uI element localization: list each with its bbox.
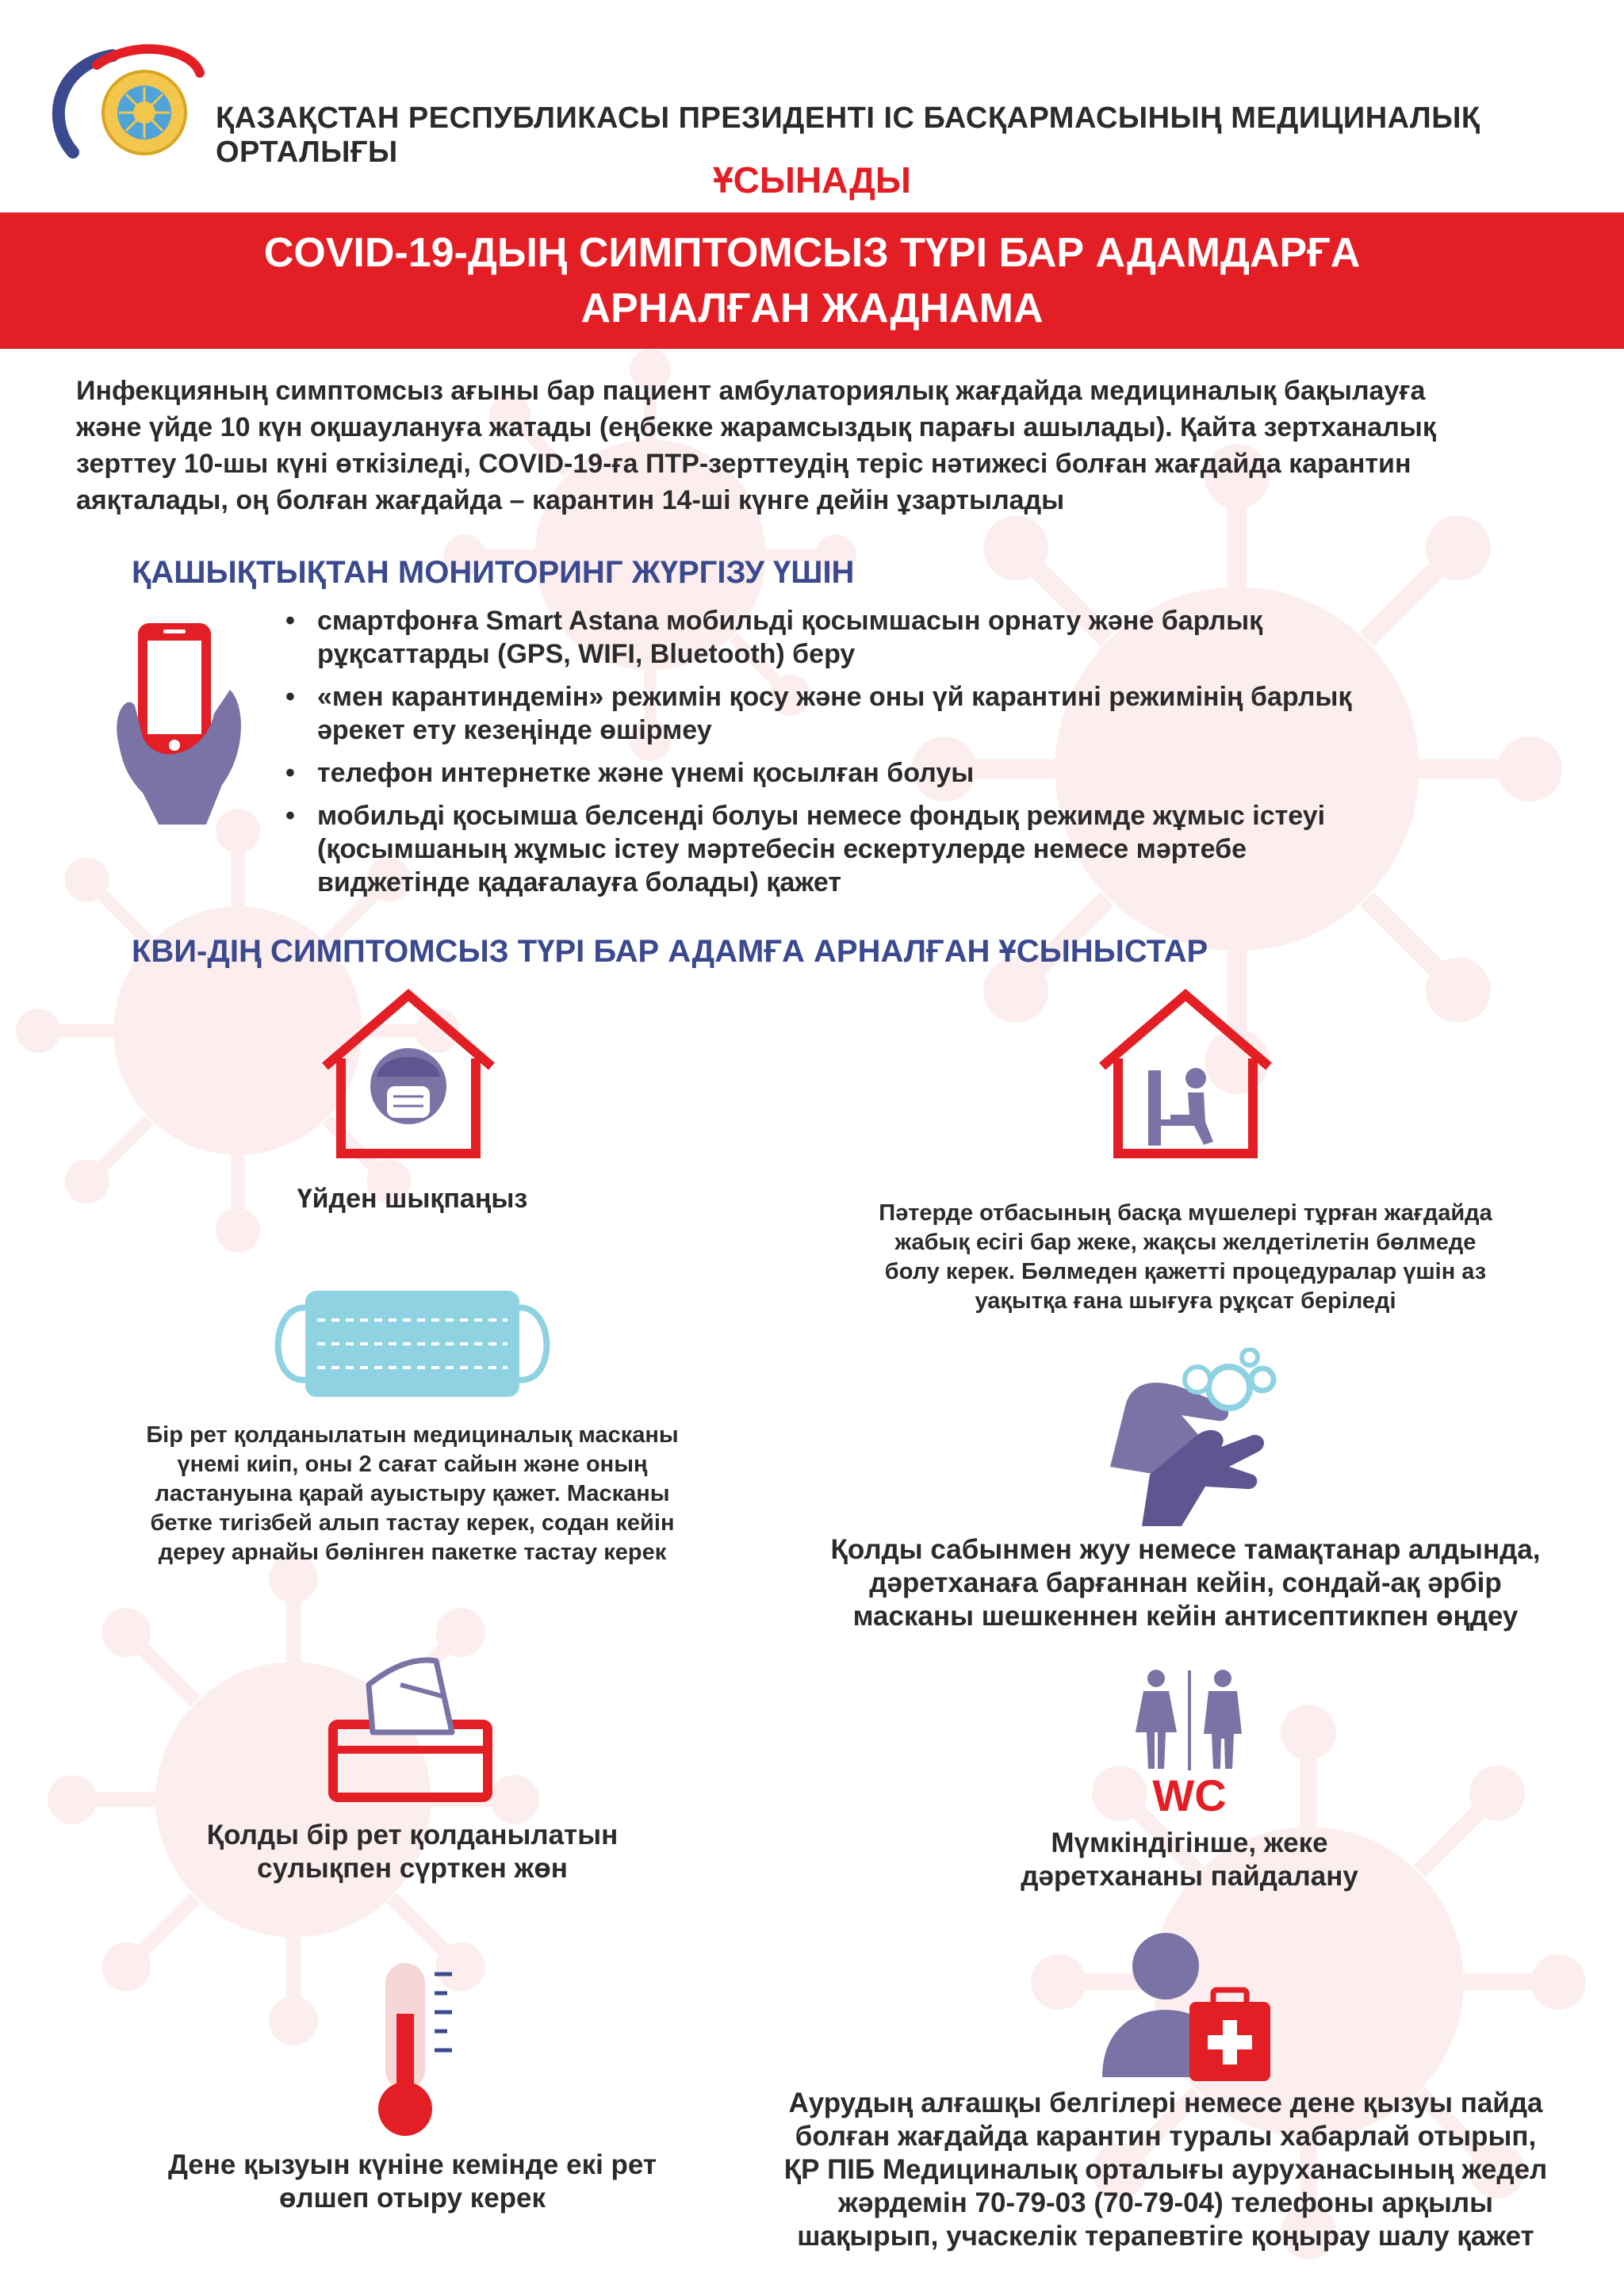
doctor-first-aid-icon — [1102, 1927, 1277, 2085]
hand-wash-icon — [1094, 1348, 1285, 1530]
caption-line: ҚР ПІБ Медициналық орталығы ауруханасының жедел — [783, 2154, 1548, 2185]
intro-paragraph — [76, 373, 1567, 519]
medical-center-logo — [41, 41, 208, 168]
hand-wash-caption — [793, 1533, 1578, 1633]
caption-line: Дене қызуын күніне кемінде екі рет — [167, 2149, 657, 2180]
bullet-line: • «мен карантиндемін» режимін қосу және оны үй карантині режимінің барлық — [317, 682, 1352, 712]
tissue-caption — [103, 1819, 722, 1885]
bullet-line: • мобильді қосымша белсенді болуы немесе фондық режимде жұмыс істеуі — [317, 801, 1326, 831]
intro-line: аяқталады, оң болған жағдайда – карантин 14-ші күнге дейін ұзартылады — [76, 485, 1065, 515]
list-item — [285, 680, 1586, 747]
intro-line: Инфекцияның симптомсыз ағыны бар пациент амбулаториялық жағдайда медициналық бақылауға — [76, 376, 1426, 406]
bullet-line: • телефон интернетке және үнемі қосылған болуы — [317, 758, 975, 788]
stay-home-caption: Үйден шықпаңыз — [297, 1184, 528, 1214]
house-room-icon — [1094, 983, 1277, 1165]
caption-line: Аурудың алғашқы белгілері немесе дене қызуы пайда — [788, 2087, 1543, 2118]
page-title-line2: АРНАЛҒАН ЖАДНАМА — [580, 285, 1044, 331]
caption-line: масканы шешкеннен кейін антисептикпен өңдеу — [852, 1601, 1519, 1632]
caption-line: бетке тигізбей алып тастау керек, содан кейін — [150, 1510, 675, 1536]
tissue-box-icon — [325, 1653, 496, 1804]
toilet-caption — [904, 1827, 1475, 1893]
bullet-line: (қосымшаның жұмыс істеу мәртебесін ескертулерде немесе мәртебе — [317, 834, 1247, 864]
caption-line: болған жағдайда карантин туралы хабарлай отырып, — [795, 2121, 1537, 2152]
recommends-label: ҰСЫНАДЫ — [713, 159, 911, 201]
bullet-line: виджетінде қадағалауға болады) қажет — [317, 867, 842, 897]
bullet-line: рұқсаттарды (GPS, WIFI, Bluetooth) беру — [317, 639, 856, 669]
caption-line: сулықпен сүрткен жөн — [257, 1853, 568, 1884]
page-title-line1: COVID-19-ДЫҢ СИМПТОМСЫЗ ТҮРІ БАР АДАМДАРҒА — [263, 230, 1361, 276]
caption-line: дәретхананы пайдалану — [1021, 1861, 1358, 1892]
caption-line: үнемі киіп, оны 2 сағат сайын және оның — [177, 1452, 648, 1477]
mask-caption — [63, 1421, 761, 1567]
caption-line: өлшеп отыру керек — [278, 2183, 546, 2214]
caption-line: Мүмкіндігінше, жеке — [1051, 1827, 1328, 1858]
caption-line: Қолды бір рет қолданылатын — [206, 1820, 619, 1850]
recommendations-section-title: КВИ-ДІҢ СИМПТОМСЫЗ ТҮРІ БАР АДАМҒА АРНАЛҒАН ҰСЫНЫСТАР — [132, 934, 1208, 969]
house-mask-icon — [317, 983, 500, 1165]
separate-room-caption — [817, 1199, 1554, 1316]
temperature-caption — [87, 2149, 737, 2215]
caption-line: Бір рет қолданылатын медициналық масканы — [146, 1422, 679, 1448]
intro-line: және үйде 10 күн оқшаулануға жатады (еңбекке жарамсыздық парағы ашылады). Қайта зертханалық — [76, 412, 1436, 442]
toilet-people-icon — [1126, 1669, 1253, 1772]
list-item — [285, 799, 1586, 899]
monitoring-section-title: ҚАШЫҚТЫҚТАН МОНИТОРИНГ ЖҮРГІЗУ ҮШІН — [132, 555, 855, 590]
title-banner — [0, 212, 1624, 349]
medical-mask-icon — [262, 1284, 563, 1403]
caption-line: дәретханаға барғаннан кейін, сондай-ақ әрбір — [869, 1567, 1502, 1598]
thermometer-icon — [365, 1958, 468, 2141]
caption-line: Қолды сабынмен жуу немесе тамақтанар алдында, — [830, 1534, 1541, 1565]
caption-line: уақытқа ғана шығуға рұқсат беріледі — [975, 1288, 1396, 1314]
caption-line: дереу арнайы бөлінген пакетке тастау керек — [158, 1540, 667, 1565]
caption-line: Пәтерде отбасының басқа мүшелері тұрған жағдайда — [879, 1200, 1492, 1226]
intro-line: зерттеу 10-шы күні өткізіледі, COVID-19-ға ПТР-зерттеудің теріс нәтижесі болған жағдайда карантин — [76, 449, 1411, 479]
bullet-line: • смартфонға Smart Astana мобильді қосымшасын орнату және барлық — [317, 606, 1263, 636]
caption-line: жәрдемін 70-79-03 (70-79-04) телефоны арқылы — [838, 2187, 1493, 2218]
wc-label: WC — [1152, 1770, 1227, 1820]
list-item — [285, 756, 1586, 790]
organization-name: ҚАЗАҚСТАН РЕСПУБЛИКАСЫ ПРЕЗИДЕНТІ ІС БАСҚАРМАСЫНЫҢ МЕДИЦИНАЛЫҚ ОРТАЛЫҒЫ — [216, 101, 1480, 169]
caption-line: болу керек. Бөлмеден қажетті процедуралар үшін аз — [884, 1259, 1487, 1284]
bullet-line: әрекет ету кезеңінде өшірмеу — [317, 715, 712, 745]
smartphone-hand-icon — [111, 618, 254, 832]
list-item — [285, 604, 1586, 671]
monitoring-bullet-list — [285, 604, 1586, 909]
doctor-call-caption — [730, 2087, 1602, 2253]
caption-line: жабық есігі бар жеке, жақсы желдетілетін бөлмеде — [894, 1230, 1477, 1255]
caption-line: шақырып, учаскелік терапевтіге қоңырау шалу қажет — [797, 2221, 1534, 2252]
caption-line: ластануына қарай ауыстыру қажет. Масканы — [155, 1481, 670, 1506]
